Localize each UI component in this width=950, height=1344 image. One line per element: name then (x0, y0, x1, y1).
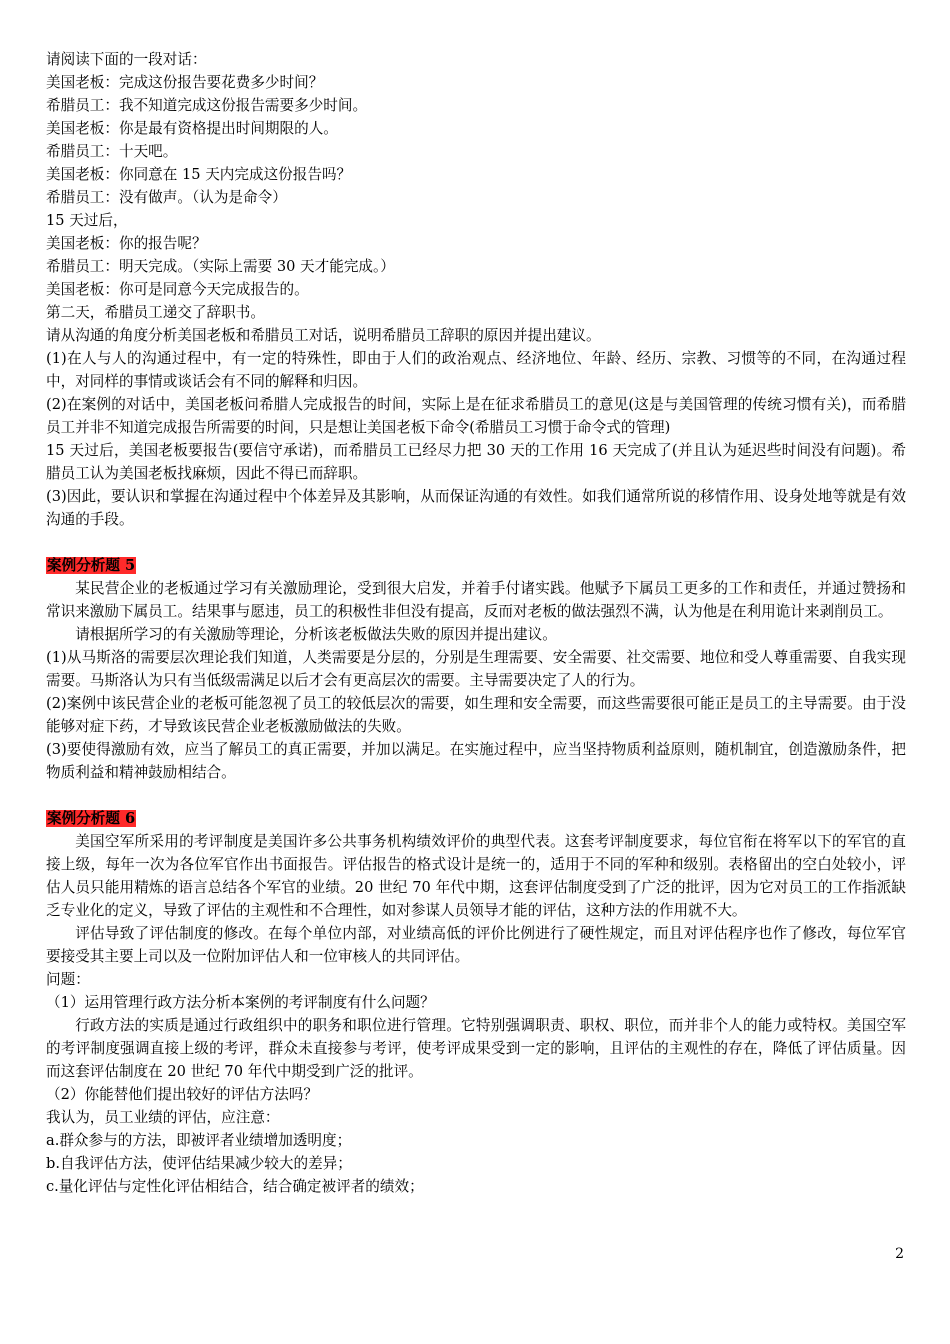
page-number: 2 (895, 1246, 904, 1262)
dialogue-line: 美国老板：你是最有资格提出时间期限的人。 (46, 120, 338, 137)
case5-section (46, 554, 906, 784)
dialogue-line: 美国老板：完成这份报告要花费多少时间？ (46, 74, 324, 91)
question-label: 问题： (46, 971, 90, 988)
answer-2-intro: 我认为，员工业绩的评估，应注意： (46, 1109, 280, 1126)
case5-question: 请根据所学习的有关激励等理论，分析该老板做法失败的原因并提出建议。 (75, 626, 557, 643)
dialogue-line: 第二天，希腊员工递交了辞职书。 (46, 304, 265, 321)
case6-paragraph: 美国空军所采用的考评制度是美国许多公共事务机构绩效评价的典型代表。这套考评制度要求，每位官衔在将军以下的军官的直接上级，每年一次为各位军官作出书面报告。评估报告的格式设计是统一的，适用于不同的军种和级别。表格留出的空白处较小，评估人员只能用精炼的语言总结各个军官的业绩。20 世纪 70 年代中期，这套评估制度受到了广泛的批评，因为它对员工的工作指派缺乏专业化的定义，导致了评估的主观性和不合理性，如对参谋人员领导才能的评估，这种方法的作用就不大。 (46, 833, 906, 919)
answer-paragraph: 15 天过后，美国老板要报告(要信守承诺)，而希腊员工已经尽力把 30 天的工作用 16 天完成了(并且认为延迟些时间没有问题)。希腊员工认为美国老板找麻烦，因此不得已而辞职。 (46, 442, 906, 482)
spacer (46, 531, 906, 554)
case5-heading (46, 554, 906, 577)
case5-paragraph: 某民营企业的老板通过学习有关激励理论，受到很大启发，并着手付诸实践。他赋予下属员工更多的工作和责任，并通过赞扬和常识来激励下属员工。结果事与愿违，员工的积极性非但没有提高，反而对老板的做法强烈不满，认为他是在利用诡计来剥削员工。 (46, 580, 906, 620)
answer-paragraph: (2)案例中该民营企业的老板可能忽视了员工的较低层次的需要，如生理和安全需要，而这些需要很可能正是员工的主导需要。由于没能够对症下药，才导致该民营企业老板激励做法的失败。 (46, 695, 906, 735)
answer-2-item: b.自我评估方法，使评估结果减少较大的差异； (46, 1155, 352, 1172)
answer-paragraph: (1)从马斯洛的需要层次理论我们知道，人类需要是分层的，分别是生理需要、安全需要、社交需要、地位和受人尊重需要、自我实现需要。马斯洛认为只有当低级需满足以后才会有更高层次的需要。主导需要决定了人的行为。 (46, 649, 906, 689)
case6-paragraph: 评估导致了评估制度的修改。在每个单位内部，对业绩高低的评价比例进行了硬性规定，而且对评估程序也作了修改，每位军官要接受其主要上司以及一位附加评估人和一位审核人的共同评估。 (46, 925, 906, 965)
dialogue-line: 希腊员工：十天吧。 (46, 143, 178, 160)
dialogue-line: 希腊员工：我不知道完成这份报告需要多少时间。 (46, 97, 368, 114)
answer-2-item: a.群众参与的方法，即被评者业绩增加透明度； (46, 1132, 352, 1149)
answer-1: 行政方法的实质是通过行政组织中的职务和职位进行管理。它特别强调职责、职权、职位，而并非个人的能力或特权。美国空军的考评制度强调直接上级的考评，群众未直接参与考评，使考评成果受到一定的影响，且评估的主观性的存在，降低了评估质量。因而这套评估制度在 20 世纪 70 年代中期受到广泛的批评。 (46, 1017, 906, 1080)
dialogue-line: 美国老板：你的报告呢？ (46, 235, 207, 252)
dialogue-intro: 请阅读下面的一段对话： (46, 51, 207, 68)
case6-heading-text: 案例分析题 6 (47, 810, 136, 827)
question-2: （2）你能替他们提出较好的评估方法吗？ (46, 1086, 318, 1103)
case6-heading (46, 807, 906, 830)
document-page (46, 48, 906, 1198)
spacer (46, 784, 906, 807)
dialogue-line: 希腊员工：明天完成。（实际上需要 30 天才能完成。） (46, 258, 395, 275)
dialogue-line: 15 天过后， (46, 212, 128, 229)
answer-paragraph: (3)因此，要认识和掌握在沟通过程中个体差异及其影响，从而保证沟通的有效性。如我们通常所说的移情作用、设身处地等就是有效沟通的手段。 (46, 488, 906, 528)
answer-2-item: c.量化评估与定性化评估相结合，结合确定被评者的绩效； (46, 1178, 424, 1195)
dialogue-question: 请从沟通的角度分析美国老板和希腊员工对话，说明希腊员工辞职的原因并提出建议。 (46, 327, 601, 344)
answer-paragraph: (2)在案例的对话中，美国老板问希腊人完成报告的时间，实际上是在征求希腊员工的意见(这是与美国管理的传统习惯有关)，而希腊员工并非不知道完成报告所需要的时间，只是想让美国老板下命令(希腊员工习惯于命令式的管理) (46, 396, 906, 436)
dialogue-line: 希腊员工：没有做声。（认为是命令） (46, 189, 287, 206)
dialogue-line: 美国老板：你同意在 15 天内完成这份报告吗？ (46, 166, 352, 183)
answer-paragraph: (1)在人与人的沟通过程中，有一定的特殊性，即由于人们的政治观点、经济地位、年龄、经历、宗教、习惯等的不同，在沟通过程中，对同样的事情或谈话会有不同的解释和归因。 (46, 350, 906, 390)
question-1: （1）运用管理行政方法分析本案例的考评制度有什么问题？ (46, 994, 435, 1011)
dialogue-section (46, 48, 906, 531)
dialogue-line: 美国老板：你可是同意今天完成报告的。 (46, 281, 309, 298)
case6-section (46, 807, 906, 1198)
answer-paragraph: (3)要使得激励有效，应当了解员工的真正需要，并加以满足。在实施过程中，应当坚持物质利益原则，随机制宜，创造激励条件，把物质利益和精神鼓励相结合。 (46, 741, 906, 781)
case5-heading-text: 案例分析题 5 (47, 557, 136, 574)
